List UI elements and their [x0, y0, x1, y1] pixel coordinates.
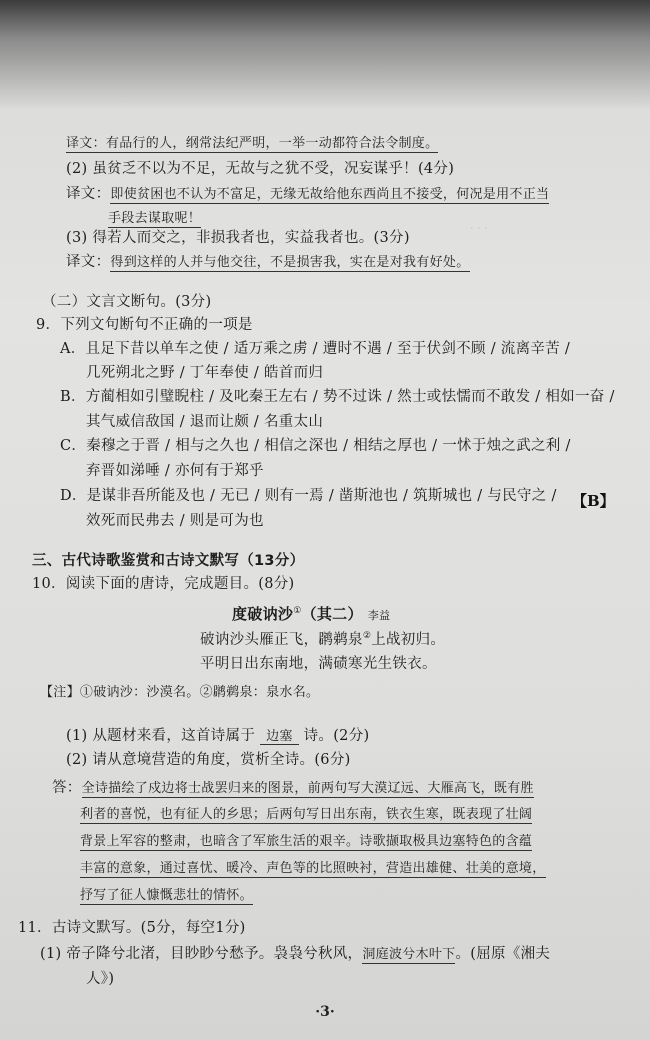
- question-11: 11．古诗文默写。(5分，每空1分): [18, 920, 246, 936]
- option-d-2: 效死而民弗去 / 则是可为也: [86, 513, 264, 529]
- option-c-2: 弃晋如涕唾 / 亦何有于郑乎: [86, 463, 264, 479]
- top-shadow: [0, 0, 650, 110]
- answer-10-2-line-4: 丰富的意象，通过喜忧、暖冷、声色等的比照映衬，营造出雄健、壮美的意境，: [80, 861, 546, 876]
- question-8-3: (3) 得若人而交之，非损我者也，实益我者也。(3分): [66, 230, 410, 246]
- show-through: · · ·: [470, 222, 488, 235]
- poem-author: 李益: [367, 609, 391, 622]
- answer-mark: 【B】: [572, 492, 615, 510]
- option-d-1: D．是谋非吾所能及也 / 无已 / 则有一焉 / 凿斯池也 / 筑斯城也 / 与民守之 /: [60, 488, 557, 504]
- option-b-2: 其气威信敌国 / 退而让颇 / 名重太山: [86, 414, 324, 430]
- answer-10-2-line-5: 抒写了征人慷慨悲壮的情怀。: [80, 888, 253, 903]
- answer-blank-11-1: 洞庭波兮木叶下: [362, 947, 456, 962]
- question-10-1: (1) 从题材来看，这首诗属于 边塞 诗。(2分): [66, 728, 370, 744]
- question-9: 9．下列文句断句不正确的一项是: [36, 317, 253, 333]
- poem-line-2: 平明日出东南地，满碛寒光生铁衣。: [200, 656, 437, 672]
- answer-10-2-line-1: 答：全诗描绘了戍边将士战罢归来的图景，前两句写大漠辽远、大雁高飞，既有胜: [52, 780, 534, 796]
- section-2-heading: （二）文言文断句。(3分): [42, 294, 212, 310]
- question-11-1: (1) 帝子降兮北渚，目眇眇兮愁予。袅袅兮秋风，洞庭波兮木叶下。(屈原《湘夫: [40, 946, 551, 962]
- question-8-2: (2) 虽贫乏不以为不足，无故与之犹不受，况妄谋乎！(4分): [66, 161, 455, 177]
- option-b-1: B．方蔺相如引璧睨柱 / 及叱秦王左右 / 势不过诛 / 然士或怯懦而不敢发 / 相如一奋 /: [60, 389, 615, 405]
- option-c-1: C．秦穆之于晋 / 相与之久也 / 相信之深也 / 相结之厚也 / 一怵于烛之武之利 /: [60, 438, 571, 454]
- translation-1: 译文：有品行的人，纲常法纪严明，一举一动都符合法令制度。: [66, 136, 439, 151]
- option-a-1: A．且足下昔以单车之使 / 适万乘之虏 / 遭时不遇 / 至于伏剑不顾 / 流离辛苦 /: [60, 341, 571, 357]
- question-11-1-cont: 人》): [86, 971, 115, 987]
- question-10: 10．阅读下面的唐诗，完成题目。(8分): [32, 576, 295, 592]
- option-a-2: 几死朔北之野 / 丁年奉使 / 皓首而归: [86, 365, 324, 381]
- translation-2: 译文：即使贫困也不认为不富足，无缘无故给他东西尚且不接受，何况是用不正当: [66, 186, 550, 202]
- section-3-heading: 三、古代诗歌鉴赏和古诗文默写（13分）: [32, 553, 305, 569]
- poem-note: 【注】①破讷沙：沙漠名。②䴙鹈泉：泉水名。: [40, 685, 320, 700]
- poem-line-1: 破讷沙头雁正飞，䴙鹈泉②上战初归。: [200, 631, 446, 648]
- question-10-2: (2) 请从意境营造的角度，赏析全诗。(6分): [66, 752, 351, 768]
- poem-title: 度破讷沙①（其二） 李益: [232, 605, 391, 623]
- translation-2-cont: 手段去谋取呢！: [108, 211, 202, 226]
- page-number: ·3·: [315, 1004, 335, 1020]
- answer-10-2-line-3: 背景上军容的整肃，也暗含了军旅生活的艰辛。诗歌撷取极具边塞特色的含蕴: [80, 834, 533, 849]
- answer-blank-10-1: 边塞: [260, 729, 299, 745]
- answer-10-2-line-2: 利者的喜悦，也有征人的乡思；后两句写日出东南，铁衣生寒，既表现了壮阔: [80, 807, 533, 822]
- translation-3: 译文：得到这样的人并与他交往，不是损害我，实在是对我有好处。: [66, 254, 470, 270]
